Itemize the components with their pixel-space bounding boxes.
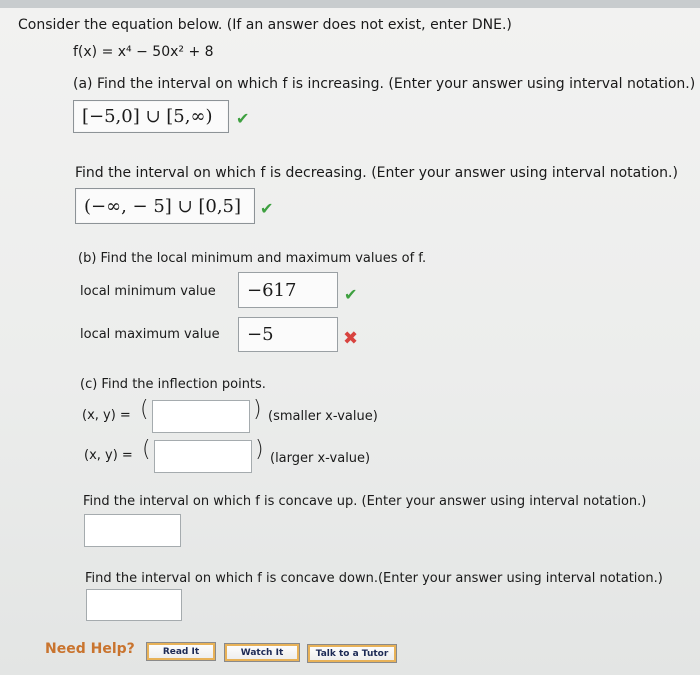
- inflection-larger-input[interactable]: [154, 440, 252, 473]
- check-icon: ✔: [236, 109, 250, 128]
- need-help-label: Need Help?: [45, 641, 135, 657]
- close-paren: ): [253, 397, 262, 422]
- read-it-button[interactable]: Read It: [146, 642, 216, 661]
- local-max-field[interactable]: [238, 317, 338, 352]
- local-max-value: −5: [247, 324, 274, 345]
- concave-down-prompt: Find the interval on which f is concave down.(Enter your answer using interval notation.): [85, 571, 663, 586]
- concave-down-input[interactable]: [86, 589, 182, 621]
- close-paren: ): [255, 437, 264, 462]
- increasing-prompt: (a) Find the interval on which f is increasing. (Enter your answer using interval notation.): [73, 76, 696, 92]
- top-border: [0, 0, 700, 8]
- increasing-answer-value: [−5,0] ∪ [5,∞): [82, 106, 213, 127]
- concave-up-input[interactable]: [84, 514, 181, 547]
- question-intro: Consider the equation below. (If an answer does not exist, enter DNE.): [18, 17, 512, 33]
- inflection-smaller-input[interactable]: [152, 400, 250, 433]
- decreasing-answer-field[interactable]: [75, 188, 255, 224]
- talk-to-tutor-button[interactable]: Talk to a Tutor: [307, 644, 397, 663]
- part-b-prompt: (b) Find the local minimum and maximum values of f.: [78, 251, 427, 266]
- part-c-prompt: (c) Find the inflection points.: [80, 377, 266, 392]
- watch-it-button[interactable]: Watch It: [224, 643, 300, 662]
- larger-x-note: (larger x-value): [270, 451, 371, 466]
- open-paren: (: [142, 437, 151, 462]
- cross-icon: ✖: [343, 328, 359, 349]
- concave-up-prompt: Find the interval on which f is concave up. (Enter your answer using interval notation.): [83, 494, 647, 509]
- increasing-answer-field[interactable]: [73, 100, 229, 133]
- smaller-x-note: (smaller x-value): [268, 409, 378, 424]
- local-min-value: −617: [247, 279, 297, 301]
- local-min-field[interactable]: [238, 272, 338, 308]
- check-icon: ✔: [344, 285, 358, 304]
- local-max-label: local maximum value: [80, 327, 220, 342]
- local-min-label: local minimum value: [80, 284, 216, 299]
- open-paren: (: [140, 397, 149, 422]
- equation: f(x) = x⁴ − 50x² + 8: [73, 44, 214, 60]
- check-icon: ✔: [260, 199, 274, 218]
- inflection-point-label: (x, y) =: [84, 448, 133, 463]
- decreasing-prompt: Find the interval on which f is decreasing. (Enter your answer using interval notation.): [75, 165, 678, 181]
- decreasing-answer-value: (−∞, − 5] ∪ [0,5]: [84, 195, 242, 217]
- inflection-point-label: (x, y) =: [82, 408, 131, 423]
